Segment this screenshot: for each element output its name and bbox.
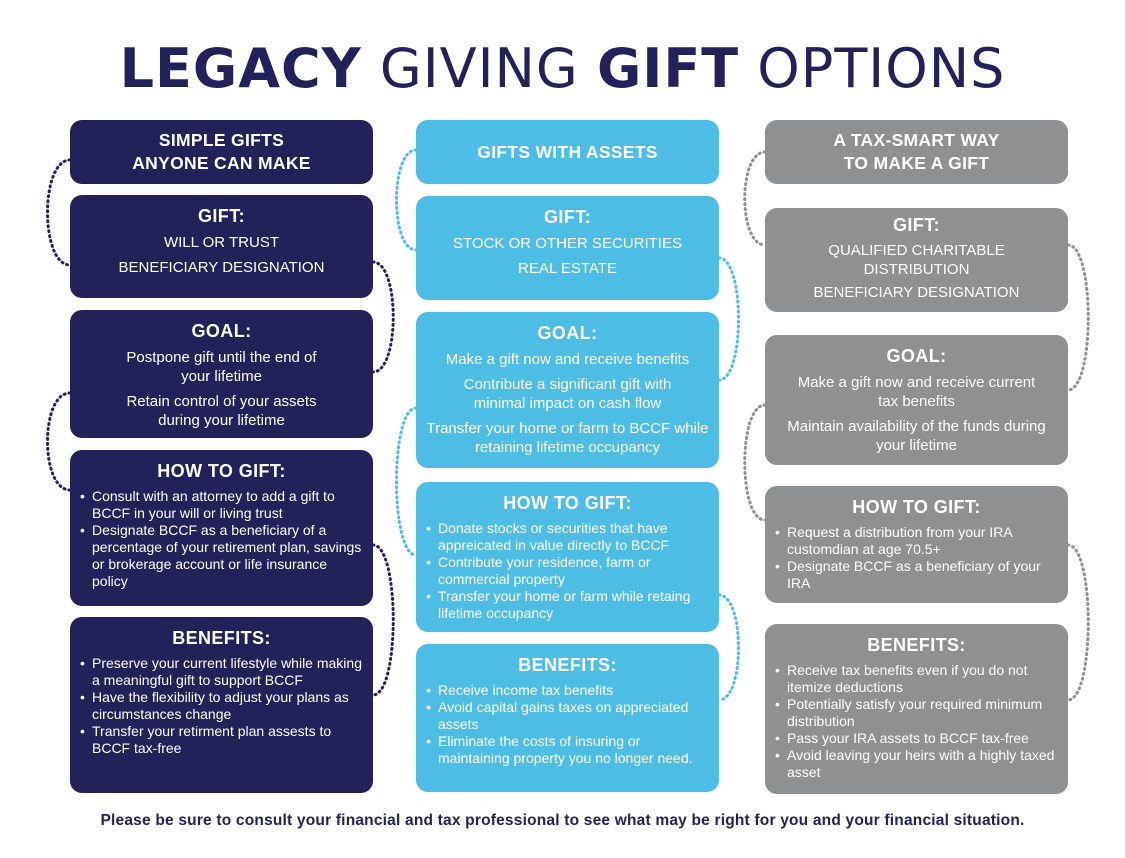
gifts-with-assets-benefits-box: BENEFITS: • Receive income tax benefits • Avoid capital gains taxes on appreciated assets • Eliminate the costs of insuring or maintaining property you no longer need. bbox=[416, 644, 719, 792]
tax-smart-goal-box: GOAL: Make a gift now and receive current tax benefits Maintain availability of the funds during your lifetime bbox=[765, 335, 1068, 465]
list-item: • Have the flexibility to adjust your plans as circumstances change bbox=[92, 689, 363, 723]
gifts-with-assets-goal-box: GOAL: Make a gift now and receive benefits Contribute a significant gift with minimal impact on cash flow Transfer your home or farm to BCCF while retaining lifetime occupancy bbox=[416, 312, 719, 468]
list-item: • Eliminate the costs of insuring or maintaining property you no longer need. bbox=[438, 733, 709, 767]
footer-disclaimer: Please be sure to consult your financial and tax professional to see what may be right for you and your financial situation. bbox=[100, 812, 1025, 829]
gifts-with-assets-how-box: HOW TO GIFT: • Donate stocks or securities that have appreicated in value directly to BCCF • Contribute your residence, farm or commercial property • Transfer your home or farm while retaing lifetime occupancy bbox=[416, 482, 719, 632]
tax-smart-gift-box: GIFT: QUALIFIED CHARITABLE DISTRIBUTION BENEFICIARY DESIGNATION bbox=[765, 208, 1068, 312]
list-item: • Avoid leaving your heirs with a highly taxed asset bbox=[787, 747, 1058, 781]
simple-gifts-benefits-box: BENEFITS: • Preserve your current lifestyle while making a meaningful gift to support BCCF • Have the flexibility to adjust your plans as circumstances change • Transfer your retirment plan assests to BCCF tax-free bbox=[70, 617, 373, 793]
list-item: • Transfer your retirment plan assests to BCCF tax-free bbox=[92, 723, 363, 757]
list-item: • Consult with an attorney to add a gift to BCCF in your will or living trust bbox=[92, 488, 363, 522]
list-item: • Transfer your home or farm while retaing lifetime occupancy bbox=[438, 588, 709, 622]
tax-smart-header: A TAX-SMART WAY TO MAKE A GIFT bbox=[765, 120, 1068, 184]
list-item: • Designate BCCF as a beneficiary of a percentage of your retirement plan, savings or brokerage account or life insurance policy bbox=[92, 522, 363, 590]
list-item: • Pass your IRA assets to BCCF tax-free bbox=[787, 730, 1058, 747]
tax-smart-how-box: HOW TO GIFT: • Request a distribution from your IRA customdian at age 70.5+ • Designate BCCF as a beneficiary of your IRA bbox=[765, 486, 1068, 603]
list-item: • Request a distribution from your IRA customdian at age 70.5+ bbox=[787, 524, 1058, 558]
list-item: • Potentially satisfy your required minimum distribution bbox=[787, 696, 1058, 730]
simple-gifts-how-box: HOW TO GIFT: • Consult with an attorney to add a gift to BCCF in your will or living trust • Designate BCCF as a beneficiary of a percentage of your retirement plan, savings or brokerage account or life insurance policy bbox=[70, 450, 373, 606]
list-item: • Designate BCCF as a beneficiary of your IRA bbox=[787, 558, 1058, 592]
page-title: LEGACY GIVING GIFT OPTIONS bbox=[119, 37, 1006, 100]
list-item: • Receive income tax benefits bbox=[438, 682, 709, 699]
simple-gifts-header: SIMPLE GIFTS ANYONE CAN MAKE bbox=[70, 120, 373, 184]
simple-gifts-goal-box: GOAL: Postpone gift until the end of your lifetime Retain control of your assets during your lifetime bbox=[70, 310, 373, 438]
gifts-with-assets-header: GIFTS WITH ASSETS bbox=[416, 120, 719, 184]
tax-smart-benefits-box: BENEFITS: • Receive tax benefits even if you do not itemize deductions • Potentially satisfy your required minimum distribution • Pass your IRA assets to BCCF tax-free • Avoid leaving your heirs with a highly taxed asset bbox=[765, 624, 1068, 794]
list-item: • Contribute your residence, farm or commercial property bbox=[438, 554, 709, 588]
list-item: • Avoid capital gains taxes on appreciated assets bbox=[438, 699, 709, 733]
list-item: • Donate stocks or securities that have appreicated in value directly to BCCF bbox=[438, 520, 709, 554]
gifts-with-assets-gift-box: GIFT: STOCK OR OTHER SECURITIES REAL ESTATE bbox=[416, 196, 719, 300]
list-item: • Preserve your current lifestyle while making a meaningful gift to support BCCF bbox=[92, 655, 363, 689]
list-item: • Receive tax benefits even if you do not itemize deductions bbox=[787, 662, 1058, 696]
simple-gifts-gift-box: GIFT: WILL OR TRUST BENEFICIARY DESIGNATION bbox=[70, 195, 373, 298]
